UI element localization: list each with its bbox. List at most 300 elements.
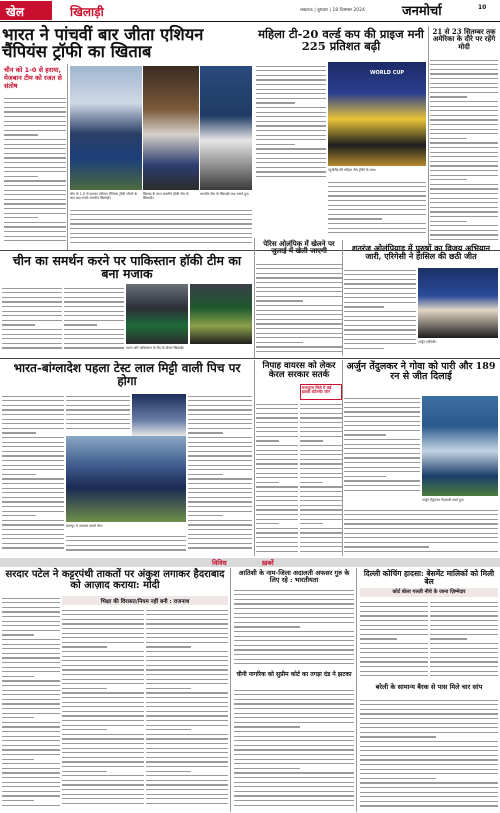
body-text-line [188,446,252,447]
body-text-line [430,87,498,88]
body-text-line [344,339,416,340]
body-text-line [64,288,124,289]
body-text-line [146,679,228,680]
body-text-line [256,93,326,94]
body-text-line [146,720,228,721]
body-text-line [360,704,498,705]
body-text-line [146,646,191,647]
body-text-line [256,139,326,140]
body-text-line [2,607,60,608]
body-text-line [146,702,228,703]
body-text-line [62,706,144,707]
body-text-line [62,683,144,684]
body-text-line [2,772,60,773]
body-text-line [256,404,298,405]
body-text-line [360,611,428,612]
body-text-line [256,486,298,487]
body-text-line [146,729,191,730]
body-text-line [430,239,498,240]
body-text-line [300,514,342,515]
china-body-2 [64,286,124,354]
body-text-line [360,675,428,676]
hockey-kicker: चीन को 1-0 से हराया, मेजबान टीम को रजत से संतोष [4,66,62,90]
body-text-line [234,699,354,700]
body-text-line [234,622,354,623]
body-text-line [300,404,342,405]
body-text-line [2,690,60,691]
nipah-box-text: मलप्पुरम जिले में कई इलाके कंटेनमेंट जोन [302,385,332,395]
body-text-line [2,306,62,307]
body-text-line [2,288,62,289]
body-text-line [430,661,498,662]
body-text-line [2,763,60,764]
body-text-line [146,771,191,772]
body-text-line [360,759,498,760]
body-text-line [62,757,144,758]
body-text-line [256,422,298,423]
body-text-line [64,329,124,330]
body-text-line [328,186,426,187]
body-text-line [2,338,62,339]
body-text-line [4,203,66,204]
body-text-line [430,671,498,672]
body-text-line [64,301,124,302]
body-text-line [360,615,428,616]
body-text-line [256,445,298,446]
body-text-line [62,669,144,670]
body-text-line [234,745,354,746]
body-text-line [300,519,342,520]
column-rule-nipah [254,360,255,556]
body-text-line [62,780,144,781]
body-text-line [344,274,416,275]
bangla-photo-2 [66,436,186,522]
column-rule-chess [342,240,343,356]
body-text-line [360,778,436,779]
body-text-line [360,666,428,667]
body-text-line [2,511,64,512]
body-text-line [4,139,66,140]
body-text-line [256,546,298,547]
body-text-line [300,440,323,441]
body-text-line [234,713,354,714]
body-text-line [300,496,342,497]
body-text-line [430,602,498,603]
body-text-line [344,490,420,491]
body-text-line [62,656,144,657]
body-text-line [256,66,326,67]
body-text-line [2,488,64,489]
body-text-line [62,637,144,638]
body-text-line [430,129,498,130]
body-text-line [188,405,252,406]
body-text-line [256,162,326,163]
body-text-line [2,547,64,548]
body-text-line [430,625,498,626]
body-text-line [62,665,144,666]
body-text-line [234,759,354,760]
body-text-line [70,242,252,243]
delhi-subhead: कोर्ट बोला गलती नीचे के जाना ज़िम्मेदार [392,589,466,595]
hockey-body-2 [70,208,252,246]
body-text-line [328,228,426,229]
body-text-line [256,459,298,460]
column-rule-china2 [356,568,357,812]
body-text-line [188,529,252,530]
body-text-line [256,144,295,145]
body-text-line [66,396,130,397]
column-rule [67,64,68,250]
body-text-line [62,803,144,804]
body-text-line [4,144,66,145]
body-text-line [2,616,60,617]
body-text-line [2,297,62,298]
delhi-body-2 [430,600,498,680]
body-text-line [188,534,252,535]
body-text-line [256,291,342,292]
body-text-line [2,442,64,443]
body-text-line [256,519,298,520]
nipah-body-1 [256,402,298,554]
body-text-line [430,188,498,189]
body-text-line [344,325,416,326]
bangla-caption-2: कानपुर में अभ्यास करती टीम। [66,524,103,528]
body-text-line [256,463,298,464]
body-text-line [430,110,498,111]
body-text-line [344,416,420,417]
body-text-line [2,506,64,507]
body-text-line [256,305,342,306]
body-text-line [344,546,429,547]
body-text-line [328,218,382,219]
body-text-line [4,121,66,122]
body-text-line [4,222,66,223]
body-text-line [2,520,64,521]
body-text-line [2,469,64,470]
body-text-line [2,795,60,796]
body-text-line [344,421,420,422]
body-text-line [146,766,228,767]
body-text-line [430,170,498,171]
body-text-line [234,768,300,769]
chess-caption: अर्जुन एरिगेसी। [418,340,437,344]
body-text-line [2,478,64,479]
body-text-line [2,634,34,635]
body-text-line [344,519,498,520]
barely-headline: बरेली के सामान्य बैरक से पास मिले चार सांप [375,683,483,691]
body-text-line [70,223,252,224]
body-text-line [62,646,107,647]
body-text-line [2,451,64,452]
body-text-line [62,743,144,744]
body-text-line [360,746,498,747]
body-text-line [430,106,498,107]
body-text-line [234,590,354,591]
body-text-line [344,514,498,515]
body-text-line [2,483,64,484]
body-text-line [66,545,186,546]
body-text-line [188,451,252,452]
body-text-line [146,688,191,689]
body-text-line [256,116,326,117]
body-text-line [62,679,144,680]
body-text-line [234,626,300,627]
body-text-line [256,148,326,149]
body-text-line [62,619,144,620]
body-text-line [2,625,60,626]
body-text-line [146,610,228,611]
body-text-line [430,202,498,203]
body-text-line [300,422,342,423]
body-text-line [344,533,498,534]
body-text-line [256,167,326,168]
body-text-line [256,84,326,85]
body-text-line [62,688,107,689]
body-text-line [64,338,124,339]
body-text-line [2,320,62,321]
arjun-body-2 [344,508,498,554]
body-text-line [344,402,420,403]
body-text-line [4,231,66,232]
hockey-headline: भारत ने पांचवीं बार जीता एशियन चैंपियंस ट्रॉफी का खिताब [2,25,204,62]
body-text-line [430,60,498,61]
body-text-line [234,608,354,609]
china-photo-1 [126,284,188,344]
china-body-1 [2,286,62,354]
body-text-line [2,329,62,330]
body-text-line [256,417,298,418]
body-text-line [62,651,144,652]
body-text-line [62,715,144,716]
chess-photo [418,268,498,338]
body-text-line [360,643,428,644]
body-text-line [62,692,144,693]
body-text-line [344,288,416,289]
body-text-line [344,485,420,486]
body-text-line [62,789,144,790]
body-text-line [2,497,64,498]
body-text-line [430,101,498,102]
body-text-line [2,414,64,415]
body-text-line [234,772,354,773]
body-text-line [146,651,228,652]
body-text-line [430,615,498,616]
body-text-line [188,437,252,438]
body-text-line [256,477,298,478]
body-text-line [188,455,252,456]
body-text-line [300,436,342,437]
body-text-line [328,182,426,183]
body-text-line [2,301,62,302]
body-text-line [4,148,66,149]
dateline: लखनऊ | बुधवार | 18 दिसम्बर 2024 [300,8,365,13]
body-text-line [2,334,62,335]
body-text-line [344,467,420,468]
body-text-line [234,703,354,704]
body-text-line [2,292,62,293]
paper-name: जनमोर्चा [402,4,442,19]
body-text-line [66,409,130,410]
body-text-line [4,134,38,135]
delhi-body-1 [360,600,428,680]
body-text-line [300,486,342,487]
body-text-line [146,757,228,758]
body-text-line [62,771,107,772]
body-text-line [430,138,467,139]
body-text-line [64,320,124,321]
body-text-line [146,789,228,790]
body-text-line [256,413,298,414]
body-text-line [146,743,228,744]
body-text-line [300,431,342,432]
body-text-line [234,708,354,709]
body-text-line [344,523,498,524]
body-text-line [430,221,467,222]
body-text-line [70,237,252,238]
body-text-line [188,419,252,420]
body-text-line [430,69,498,70]
body-text-line [360,648,428,649]
body-text-line [430,152,498,153]
body-text-line [234,690,354,691]
body-text-line [360,801,498,802]
body-text-line [188,492,252,493]
body-text-line [188,501,252,502]
body-text-line [256,314,342,315]
body-text-line [256,500,298,501]
body-text-line [4,111,66,112]
body-text-line [430,216,498,217]
body-text-line [430,179,467,180]
body-text-line [146,660,228,661]
body-text-line [430,198,498,199]
body-text-line [360,782,498,783]
body-text-line [2,749,60,750]
body-text-line [2,611,60,612]
body-text-line [188,543,252,544]
body-text-line [4,153,66,154]
body-text-line [430,156,498,157]
body-text-line [2,538,64,539]
body-text-line [2,694,60,695]
body-text-line [300,427,342,428]
body-text-line [430,652,498,653]
body-text-line [2,713,60,714]
body-text-line [2,736,60,737]
body-text-line [4,157,66,158]
body-text-line [66,428,130,429]
body-text-line [62,729,107,730]
body-text-line [300,505,342,506]
body-text-line [344,320,416,321]
page-number: 10 [478,4,487,11]
body-text-line [4,162,66,163]
body-text-line [344,430,420,431]
body-text-line [234,763,354,764]
body-text-line [146,642,228,643]
body-text-line [234,717,354,718]
body-text-line [2,657,60,658]
body-text-line [188,465,252,466]
body-text-line [430,643,498,644]
body-text-line [2,343,62,344]
body-text-line [146,614,228,615]
body-text-line [430,611,498,612]
body-text-line [360,773,498,774]
body-text-line [300,491,342,492]
china2-body-1 [234,588,354,670]
body-text-line [64,347,124,348]
china-headline: चीन का समर्थन करने पर पाकिस्तान हॉकी टीम का बना मजाक [12,253,242,282]
body-text-line [344,329,416,330]
body-text-line [234,791,354,792]
body-text-line [146,761,228,762]
body-text-line [70,233,252,234]
body-text-line [234,722,354,723]
bangla-body-3 [188,394,252,554]
body-text-line [62,674,144,675]
body-text-line [430,666,498,667]
body-text-line [2,515,36,516]
body-text-line [256,337,342,338]
body-text-line [146,711,228,712]
body-text-line [146,803,228,804]
body-text-line [62,610,144,611]
body-text-line [62,720,144,721]
hockey-photo-trophy [143,66,199,190]
body-text-line [4,240,66,241]
patel-body-2 [62,608,144,810]
body-text-line [4,107,66,108]
body-text-line [344,343,416,344]
body-text-line [256,454,298,455]
body-text-line [146,633,228,634]
body-text-line [256,273,342,274]
body-text-line [256,171,326,172]
body-text-line [2,726,60,727]
body-text-line [2,465,64,466]
body-text-line [2,534,64,535]
body-text-line [2,400,64,401]
body-text-line [2,347,62,348]
body-text-line [344,270,416,271]
body-text-line [256,319,342,320]
body-text-line [2,492,64,493]
body-text-line [188,396,252,397]
body-text-line [300,413,342,414]
body-text-line [2,423,64,424]
body-text-line [256,496,298,497]
body-text-line [64,311,124,312]
body-text-line [328,223,426,224]
body-text-line [188,483,252,484]
body-text-line [256,268,342,269]
body-text-line [146,775,228,776]
body-text-line [256,333,342,334]
body-text-line [66,419,130,420]
body-text-line [234,599,354,600]
body-text-line [146,784,228,785]
body-text-line [344,302,416,303]
body-text-line [4,190,66,191]
body-text-line [2,474,36,475]
body-text-line [4,217,38,218]
body-text-line [2,722,60,723]
nipah-headline: निपाह वायरस को लेकर केरल सरकार सतर्क [262,361,336,380]
body-text-line [344,398,420,399]
body-text-line [234,694,354,695]
body-text-line [256,532,298,533]
